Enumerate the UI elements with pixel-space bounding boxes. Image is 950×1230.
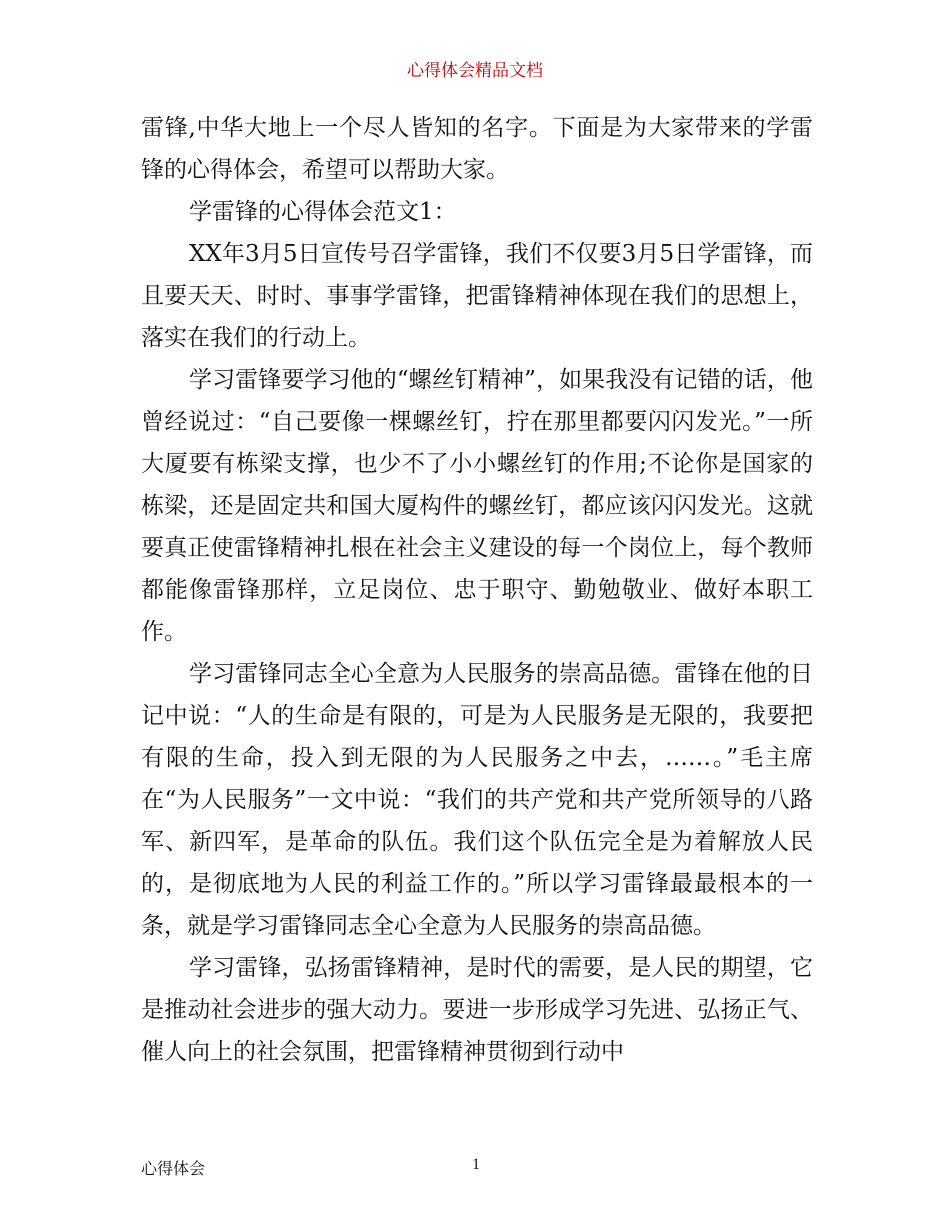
page-number: 1 <box>472 1156 480 1173</box>
paragraph: 雷锋,中华大地上一个尽人皆知的名字。下面是为大家带来的学雷锋的心得体会，希望可以帮助大家。 <box>141 115 813 183</box>
page-footer-label: 心得体会 <box>141 1159 206 1178</box>
paragraph: 学雷锋的心得体会范文1： <box>189 199 457 225</box>
paragraph: 学习雷锋，弘扬雷锋精神，是时代的需要，是人民的期望，它是推动社会进步的强大动力。要进一步形成学习先进、弘扬正气、催人向上的社会氛围，把雷锋精神贯彻到行动中 <box>141 955 813 1065</box>
page-header-title: 心得体会精品文档 <box>407 61 543 81</box>
paragraph: 学习雷锋要学习他的“螺丝钉精神”，如果我没有记错的话，他曾经说过：“自己要像一棵螺丝钉，拧在那里都要闪闪发光。”一所大厦要有栋梁支撑，也少不了小小螺丝钉的作用;不论你是国家的栋梁，还是固定共和国大厦构件的螺丝钉，都应该闪闪发光。这就要真正使雷锋精神扎根在社会主义建设的每一个岗位上，每个教师都能像雷锋那样，立足岗位、忠于职守、勤勉敬业、做好本职工作。 <box>141 367 813 645</box>
paragraph: 学习雷锋同志全心全意为人民服务的崇高品德。雷锋在他的日记中说：“人的生命是有限的，可是为人民服务是无限的，我要把有限的生命，投入到无限的为人民服务之中去，……。”毛主席在“为人民服务”一文中说：“我们的共产党和共产党所领导的八路军、新四军，是革命的队伍。我们这个队伍完全是为着解放人民的，是彻底地为人民的利益工作的。”所以学习雷锋最最根本的一条，就是学习雷锋同志全心全意为人民服务的崇高品德。 <box>141 661 813 939</box>
document-body <box>141 107 813 1073</box>
paragraph: XX年3月5日宣传号召学雷锋，我们不仅要3月5日学雷锋，而且要天天、时时、事事学雷锋，把雷锋精神体现在我们的思想上，落实在我们的行动上。 <box>141 241 813 351</box>
